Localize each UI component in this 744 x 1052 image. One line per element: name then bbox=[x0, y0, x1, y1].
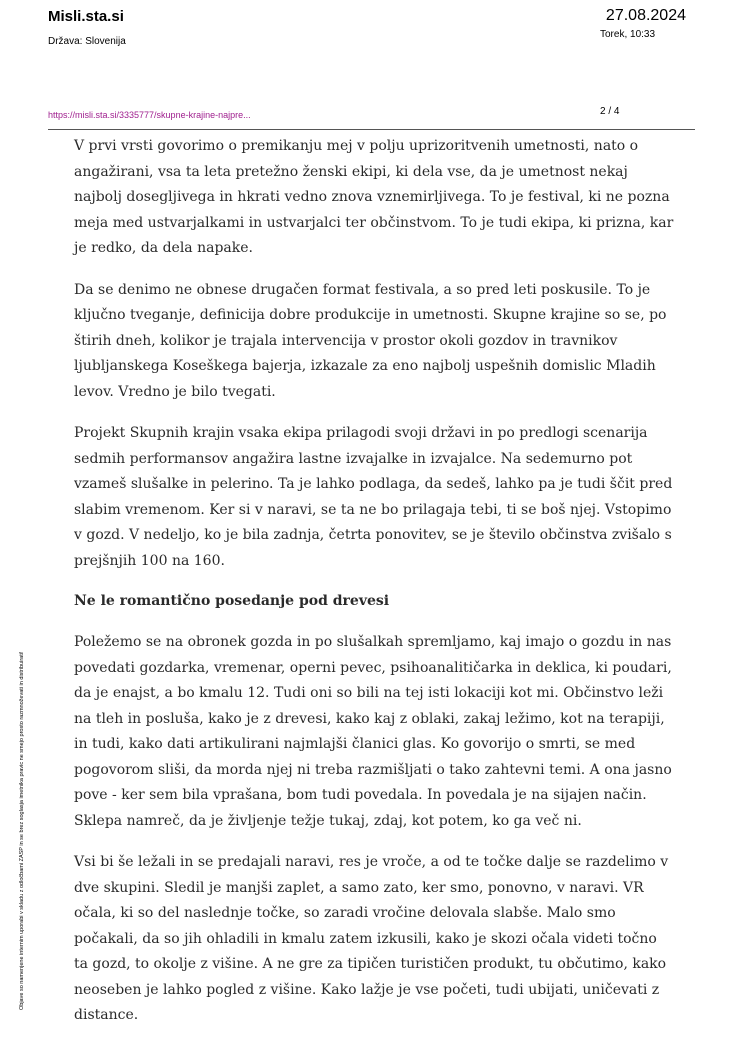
article-paragraph: Vsi bi še ležali in se predajali naravi, res je vroče, a od te točke dalje se razdelimo v dve skupini. Sledil je manjši zaplet, a samo zato, ker smo, ponovno, v naravi. VR očala, ki so del naslednje točke, so zaradi vročine delovala slabše. Malo smo počakali, da so jih ohladili in kmalu zatem izkusili, kako je skozi očala videti točno ta gozd, to okolje z višine. A ne gre za tipičen turističen produkt, tu občutimo, kako neoseben je lahko pogled z višine. Kako lažje je vse početi, tudi ubijati, uničevati z distance. bbox=[74, 854, 669, 1023]
article-paragraph: Projekt Skupnih krajin vsaka ekipa prilagodi svoji državi in po predlogi scenarija sedmih performansov angažira lastne izvajalke in izvajalce. Na sedemurno pot vzameš slušalke in pelerino. Ta je lahko podlaga, da sedeš, lahko pa je tudi ščit pred slabim vremenom. Ker si v naravi, se ta ne bo prilagaja tebi, ti se boš njej. Vstopimo v gozd. V nedeljo, ko je bila zadnja, četrta ponovitev, se je število občinstva zvišalo s prejšnjih 100 na 160. bbox=[74, 425, 673, 569]
article-body bbox=[74, 134, 674, 1045]
article-paragraph: Da se denimo ne obnese drugačen format festivala, a so pred leti poskusile. To je ključno tveganje, definicija dobre produkcije in umetnosti. Skupne krajine so se, po štirih dneh, kolikor je trajala intervencija v prostor okoli gozdov in travnikov ljubljanskega Koseškega bajerja, izkazale za eno najbolj uspešnih domislic Mladih levov. Vredno je bilo tvegati. bbox=[74, 281, 667, 400]
page-number: 2 / 4 bbox=[600, 106, 620, 117]
article-paragraph: V prvi vrsti govorimo o premikanju mej v polju uprizoritvenih umetnosti, nato o angažirani, vsa ta leta pretežno ženski ekipi, ki dela vse, da je umetnost nekaj najbolj dosegljivega in hkrati vedno znova vznemirljivega. To je festival, ki ne pozna meja med ustvarjalkami in ustvarjalci ter občinstvom. To je tudi ekipa, ki prizna, kar je redko, da dela napake. bbox=[74, 138, 674, 256]
publication-date: 27.08.2024 bbox=[605, 7, 686, 24]
copyright-side-note: Objave so namenjene internim uporabi v skladu z odločbami ZASP in se brez soglasja imetnika pravic ne smejo prosto razmnoževati in distribuirati! bbox=[19, 651, 25, 1010]
country-label: Država: Slovenija bbox=[48, 36, 126, 47]
header-divider bbox=[48, 129, 695, 130]
article-subheading: Ne le romantično posedanje pod drevesi bbox=[74, 593, 390, 609]
article-url-link[interactable]: https://misli.sta.si/3335777/skupne-krajine-najpre... bbox=[48, 110, 251, 120]
article-paragraph: Poležemo se na obronek gozda in po slušalkah spremljamo, kaj imajo o gozdu in nas povedati gozdarka, vremenar, operni pevec, psihoanalitičarka in deklica, ki poudari, da je enajst, a bo kmalu 12. Tudi oni so bili na tej isti lokaciji kot mi. Občinstvo leži na tleh in posluša, kako je z drevesi, kako kaj z oblaki, zakaj ležimo, kot na terapiji, in tudi, kako dati artikulirani najmlajši članici glas. Ko govorijo o smrti, se med pogovorom sliši, da morda njej ni treba razmišljati o tako zahtevni temi. A ona jasno pove - ker sem bila vprašana, bom tudi povedala. In povedala je na sijajen način. Sklepa namreč, da je življenje težje tukaj, zdaj, kot potem, ko ga več ni. bbox=[74, 634, 672, 829]
publication-time: Torek, 10:33 bbox=[600, 29, 656, 40]
site-title: Misli.sta.si bbox=[48, 8, 124, 25]
